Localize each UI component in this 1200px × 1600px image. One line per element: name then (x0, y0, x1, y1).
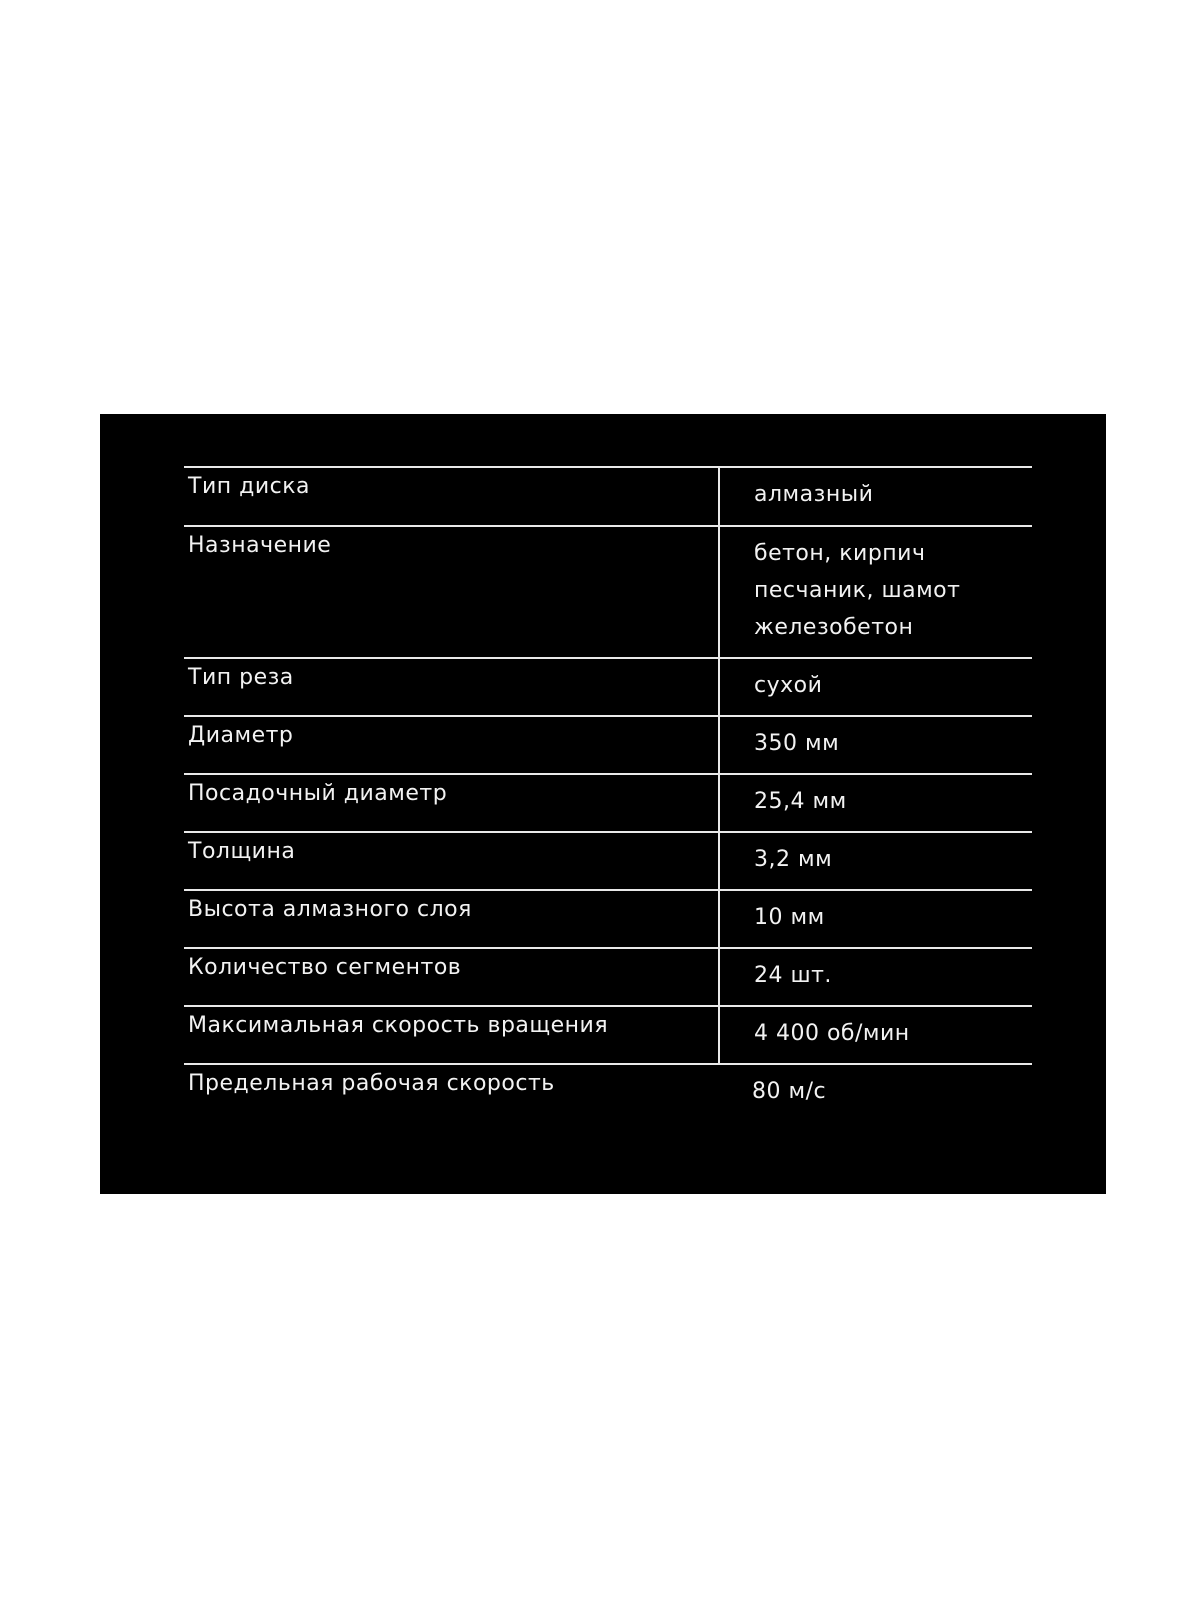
spec-row-bore-diameter (184, 773, 1032, 831)
spec-table (184, 466, 1032, 1121)
spec-value-line: 4 400 об/мин (754, 1021, 910, 1046)
spec-label: Предельная рабочая скорость (188, 1071, 555, 1096)
spec-value-line: 24 шт. (754, 963, 832, 988)
spec-label: Толщина (188, 839, 296, 864)
spec-value-line: 3,2 мм (754, 847, 833, 872)
spec-row-diameter (184, 715, 1032, 773)
spec-value (718, 468, 1032, 525)
spec-label: Назначение (188, 533, 332, 558)
spec-row-segment-count (184, 947, 1032, 1005)
spec-value (718, 659, 1032, 715)
spec-value (718, 775, 1032, 831)
spec-panel (100, 414, 1106, 1194)
spec-label: Тип реза (188, 665, 294, 690)
spec-value (718, 1065, 1032, 1121)
spec-value-line: 10 мм (754, 905, 825, 930)
spec-value-line: 25,4 мм (754, 789, 847, 814)
spec-value-line: песчаник, шамот (754, 578, 961, 603)
spec-value (718, 1007, 1032, 1063)
spec-label: Максимальная скорость вращения (188, 1013, 609, 1038)
spec-row-thickness (184, 831, 1032, 889)
spec-label: Посадочный диаметр (188, 781, 448, 806)
spec-value (718, 833, 1032, 889)
spec-label: Тип диска (188, 474, 310, 499)
spec-row-max-rotation-speed (184, 1005, 1032, 1063)
spec-row-purpose (184, 525, 1032, 657)
spec-value (718, 891, 1032, 947)
spec-value-line: железобетон (754, 615, 914, 640)
spec-row-max-working-speed (184, 1063, 1032, 1121)
spec-label: Высота алмазного слоя (188, 897, 472, 922)
spec-value (718, 717, 1032, 773)
spec-label: Диаметр (188, 723, 294, 748)
spec-value-line: сухой (754, 673, 823, 698)
spec-value-line: алмазный (754, 482, 874, 507)
spec-value-line: бетон, кирпич (754, 541, 926, 566)
spec-value-line: 80 м/с (752, 1079, 827, 1104)
spec-row-disc-type (184, 466, 1032, 525)
spec-value (718, 527, 1032, 657)
spec-label: Количество сегментов (188, 955, 462, 980)
spec-row-diamond-layer-height (184, 889, 1032, 947)
spec-value-line: 350 мм (754, 731, 840, 756)
spec-row-cut-type (184, 657, 1032, 715)
spec-value (718, 949, 1032, 1005)
